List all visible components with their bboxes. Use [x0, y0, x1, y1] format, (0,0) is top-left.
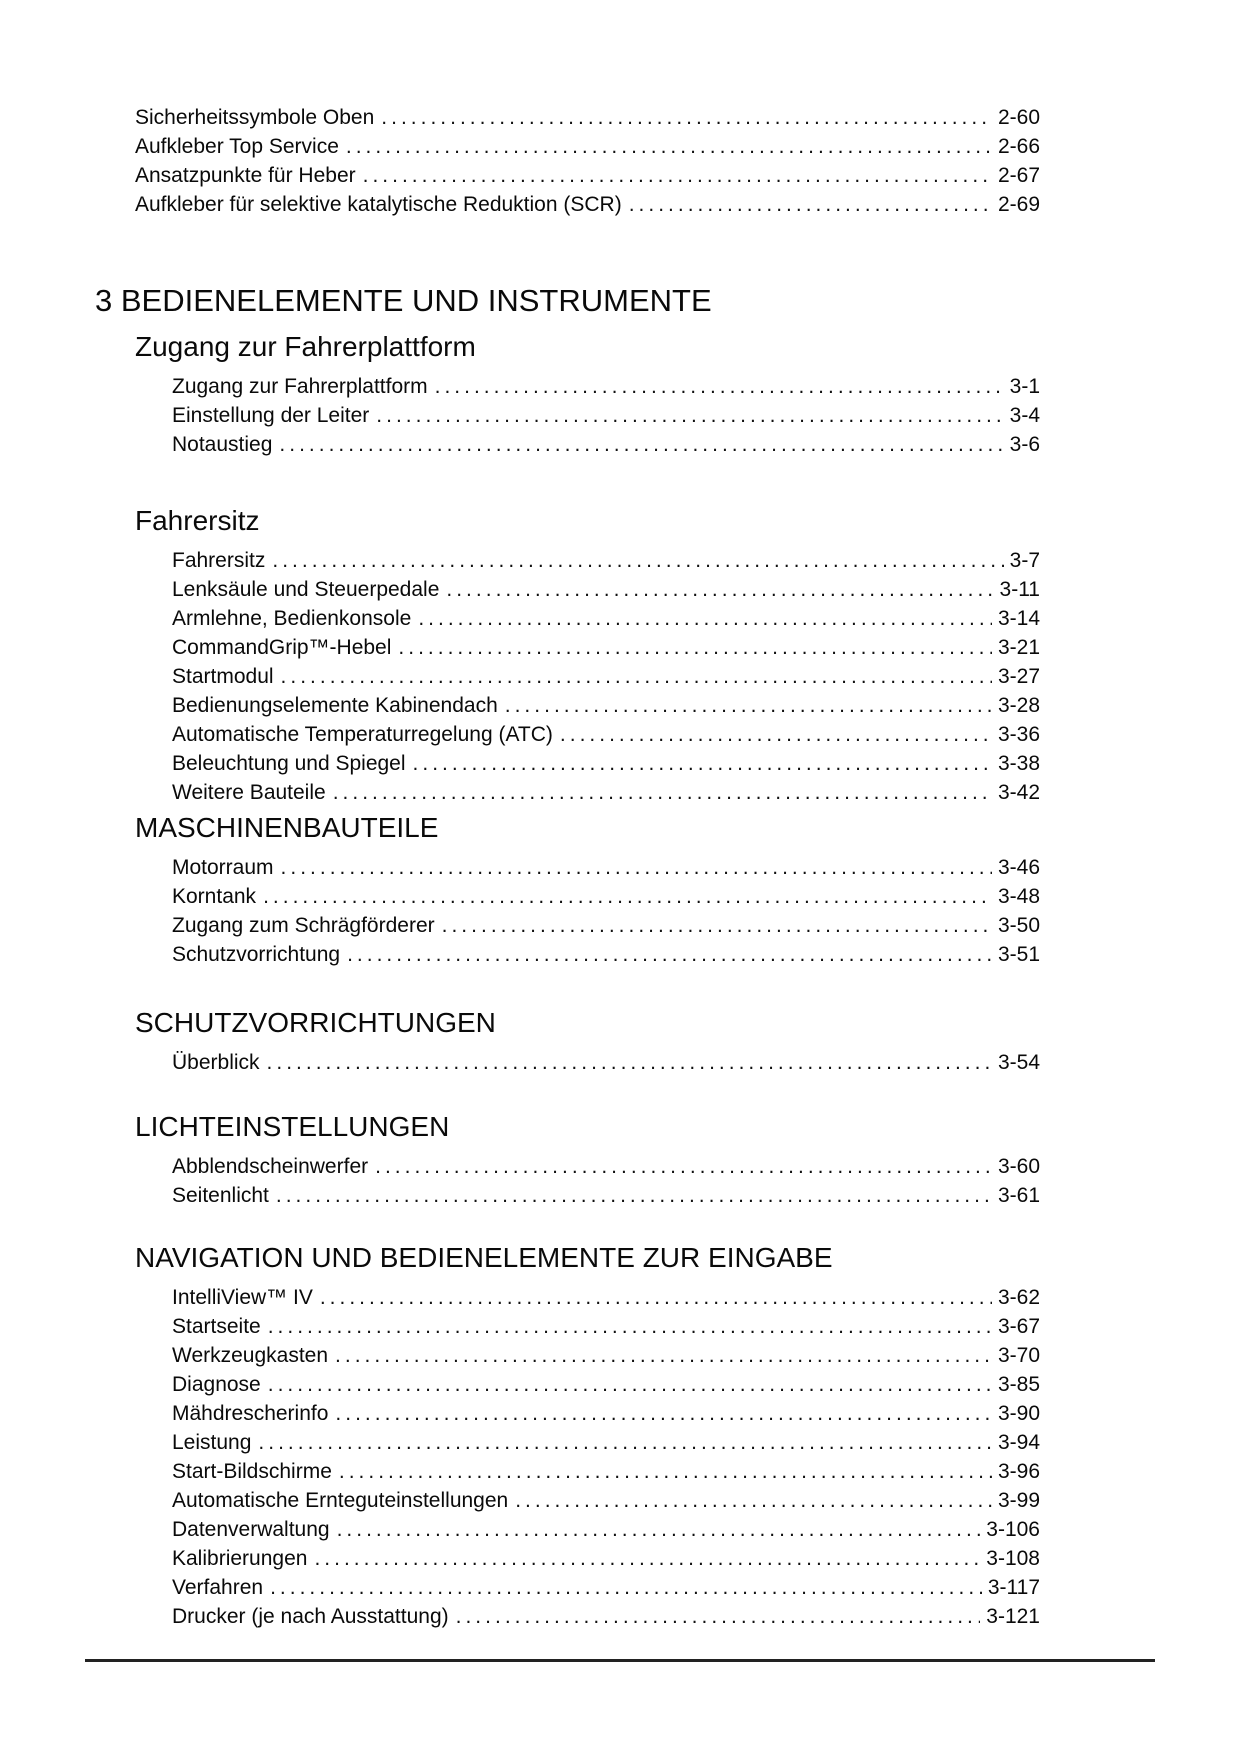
toc-entry-page: 3-7 [1009, 549, 1040, 572]
toc-entry [135, 161, 1040, 190]
dot-leader [339, 132, 992, 161]
toc-entry [172, 1181, 1040, 1210]
toc-entry-page: 3-60 [997, 1155, 1040, 1178]
toc-entry-page: 3-61 [997, 1184, 1040, 1207]
section-heading: Fahrersitz [135, 505, 260, 536]
toc-entry [172, 1370, 1040, 1399]
toc-entry-page: 3-14 [997, 607, 1040, 630]
dot-leader [269, 1181, 992, 1210]
toc-entry [172, 1283, 1040, 1312]
toc-entry-label: Startmodul [172, 665, 274, 688]
toc-entry-page: 3-99 [997, 1489, 1040, 1512]
toc-entry-page: 3-4 [1009, 404, 1040, 427]
dot-leader [498, 691, 992, 720]
toc-entry-label: Zugang zum Schrägförderer [172, 914, 435, 937]
toc-entry-page: 3-94 [997, 1431, 1040, 1454]
dot-leader [449, 1602, 981, 1631]
toc-entry-page: 3-42 [997, 781, 1040, 804]
dot-leader [356, 161, 992, 190]
toc-entry-label: Werkzeugkasten [172, 1344, 329, 1367]
section-heading: LICHTEINSTELLUNGEN [135, 1111, 450, 1142]
dot-leader [508, 1486, 992, 1515]
toc-entry-page: 3-36 [997, 723, 1040, 746]
toc-entry-label: Schutzvorrichtung [172, 943, 341, 966]
toc-entry [135, 132, 1040, 161]
toc-entry [172, 401, 1040, 430]
toc-entry [135, 190, 1040, 219]
toc-entry [172, 1428, 1040, 1457]
toc-entry-label: Kalibrierungen [172, 1547, 308, 1570]
toc-entry-label: Diagnose [172, 1373, 261, 1396]
toc-entry-page: 3-54 [997, 1051, 1040, 1074]
toc-entry-label: Armlehne, Bedienkonsole [172, 607, 412, 630]
toc-section-zugang-zur-fahrerplattform [95, 331, 1040, 459]
toc-entry-label: Weitere Bauteile [172, 781, 326, 804]
toc-entry-page: 3-51 [997, 943, 1040, 966]
toc-entry-label: Sicherheitssymbole Oben [135, 106, 375, 129]
toc-entry-label: Abblendscheinwerfer [172, 1155, 369, 1178]
toc-entry-label: Seitenlicht [172, 1184, 269, 1207]
toc-entry-label: Überblick [172, 1051, 260, 1074]
dot-leader [256, 882, 992, 911]
toc-entry-label: Datenverwaltung [172, 1518, 330, 1541]
dot-leader [313, 1283, 992, 1312]
toc-entry [172, 778, 1040, 807]
dot-leader [439, 575, 993, 604]
toc-entry-label: Korntank [172, 885, 257, 908]
toc-entry-page: 3-46 [997, 856, 1040, 879]
dot-leader [340, 940, 992, 969]
toc-entry-page: 2-60 [997, 106, 1040, 129]
toc-entry [172, 1341, 1040, 1370]
toc-section-navigation-und-bedienelemente [95, 1242, 1040, 1631]
toc-entry [172, 882, 1040, 911]
toc-entry [172, 853, 1040, 882]
dot-leader [428, 372, 1004, 401]
toc-entry-page: 3-106 [986, 1518, 1040, 1541]
dot-leader [369, 401, 1003, 430]
toc-entry [172, 1486, 1040, 1515]
toc-entry-label: Lenksäule und Steuerpedale [172, 578, 440, 601]
toc-entry-page: 3-1 [1009, 375, 1040, 398]
dot-leader [272, 430, 1003, 459]
toc-entry [172, 430, 1040, 459]
toc-entry-page: 2-67 [997, 164, 1040, 187]
toc-entry-label: Aufkleber Top Service [135, 135, 339, 158]
toc-entry-page: 3-48 [997, 885, 1040, 908]
toc-entry [172, 691, 1040, 720]
toc-entry-label: Beleuchtung und Spiegel [172, 752, 406, 775]
toc-entry [172, 1399, 1040, 1428]
toc-entry-page: 3-67 [997, 1315, 1040, 1338]
toc-entry-page: 3-38 [997, 752, 1040, 775]
toc-entry [172, 575, 1040, 604]
toc-entry [172, 1515, 1040, 1544]
toc-entry [172, 1048, 1040, 1077]
dot-leader [260, 1048, 992, 1077]
toc-entry-label: Notaustieg [172, 433, 273, 456]
dot-leader [330, 1515, 981, 1544]
toc-entry-label: Leistung [172, 1431, 252, 1454]
toc-entry [172, 633, 1040, 662]
dot-leader [328, 1399, 992, 1428]
chapter-heading: 3 BEDIENELEMENTE UND INSTRUMENTE [95, 283, 712, 318]
toc-entry-page: 3-62 [997, 1286, 1040, 1309]
toc-entry-page: 3-28 [997, 694, 1040, 717]
section-heading: SCHUTZVORRICHTUNGEN [135, 1007, 496, 1038]
dot-leader [261, 1370, 992, 1399]
toc-entry [172, 662, 1040, 691]
toc-entry-page: 2-69 [997, 193, 1040, 216]
toc-entry-page: 2-66 [997, 135, 1040, 158]
toc-entry-page: 3-108 [986, 1547, 1040, 1570]
toc-entry-label: Zugang zur Fahrerplattform [172, 375, 428, 398]
dot-leader [326, 778, 992, 807]
dot-leader [368, 1152, 992, 1181]
toc-entry [172, 546, 1040, 575]
toc-entry-page: 3-27 [997, 665, 1040, 688]
section-heading: NAVIGATION UND BEDIENELEMENTE ZUR EINGABE [135, 1242, 833, 1273]
dot-leader [332, 1457, 992, 1486]
toc-entry-page: 3-70 [997, 1344, 1040, 1367]
toc-entry [135, 103, 1040, 132]
section-heading: Zugang zur Fahrerplattform [135, 331, 476, 362]
toc-entry-label: Einstellung der Leiter [172, 404, 370, 427]
toc-entry-page: 3-96 [997, 1460, 1040, 1483]
toc-entry [172, 1457, 1040, 1486]
dot-leader [391, 633, 992, 662]
toc-entry-label: Verfahren [172, 1576, 264, 1599]
toc-entry [172, 749, 1040, 778]
toc-entry-label: IntelliView™ IV [172, 1286, 313, 1309]
toc-entry-label: Automatische Temperaturregelung (ATC) [172, 723, 553, 746]
dot-leader [435, 911, 992, 940]
toc-entry-page: 3-90 [997, 1402, 1040, 1425]
toc-entry-page: 3-85 [997, 1373, 1040, 1396]
toc-section-fahrersitz [95, 505, 1040, 807]
toc-entry-label: Drucker (je nach Ausstattung) [172, 1605, 449, 1628]
toc-entry-label: Ansatzpunkte für Heber [135, 164, 356, 187]
toc-entry [172, 372, 1040, 401]
toc-section-maschinenbauteile [95, 812, 1040, 969]
toc-entry-page: 3-50 [997, 914, 1040, 937]
toc-section-lichteinstellungen [95, 1111, 1040, 1210]
dot-leader [553, 720, 992, 749]
toc-entry-label: Fahrersitz [172, 549, 266, 572]
toc-entry-label: Motorraum [172, 856, 274, 879]
dot-leader [263, 1573, 982, 1602]
footer-rule [85, 1659, 1155, 1662]
dot-leader [274, 662, 992, 691]
toc-entry-label: Automatische Ernteguteinstellungen [172, 1489, 509, 1512]
toc-entry-label: Mähdrescherinfo [172, 1402, 329, 1425]
toc-entry-page: 3-11 [999, 578, 1040, 601]
dot-leader [374, 103, 992, 132]
dot-leader [622, 190, 992, 219]
toc-entry [172, 1573, 1040, 1602]
toc-entry [172, 940, 1040, 969]
toc-entry-page: 3-6 [1009, 433, 1040, 456]
toc-entry-page: 3-21 [997, 636, 1040, 659]
leading-entries-block [95, 103, 1040, 219]
toc-entry [172, 1602, 1040, 1631]
toc-entry [172, 720, 1040, 749]
dot-leader [261, 1312, 992, 1341]
toc-entry-label: Aufkleber für selektive katalytische Reduktion (SCR) [135, 193, 622, 216]
toc-entry [172, 911, 1040, 940]
toc-entry [172, 1152, 1040, 1181]
toc-entry-page: 3-117 [987, 1576, 1040, 1599]
toc-entry-label: Bedienungselemente Kabinendach [172, 694, 498, 717]
dot-leader [265, 546, 1003, 575]
section-heading: MASCHINENBAUTEILE [135, 812, 439, 843]
toc-entry-label: CommandGrip™-Hebel [172, 636, 392, 659]
dot-leader [274, 853, 992, 882]
dot-leader [411, 604, 992, 633]
toc-section-schutzvorrichtungen [95, 1007, 1040, 1077]
toc-entry-page: 3-121 [986, 1605, 1040, 1628]
dot-leader [406, 749, 992, 778]
dot-leader [307, 1544, 980, 1573]
toc-entry-label: Start-Bildschirme [172, 1460, 332, 1483]
toc-entry [172, 1312, 1040, 1341]
toc-entry [172, 604, 1040, 633]
dot-leader [328, 1341, 992, 1370]
dot-leader [251, 1428, 992, 1457]
toc-entry [172, 1544, 1040, 1573]
toc-entry-label: Startseite [172, 1315, 261, 1338]
